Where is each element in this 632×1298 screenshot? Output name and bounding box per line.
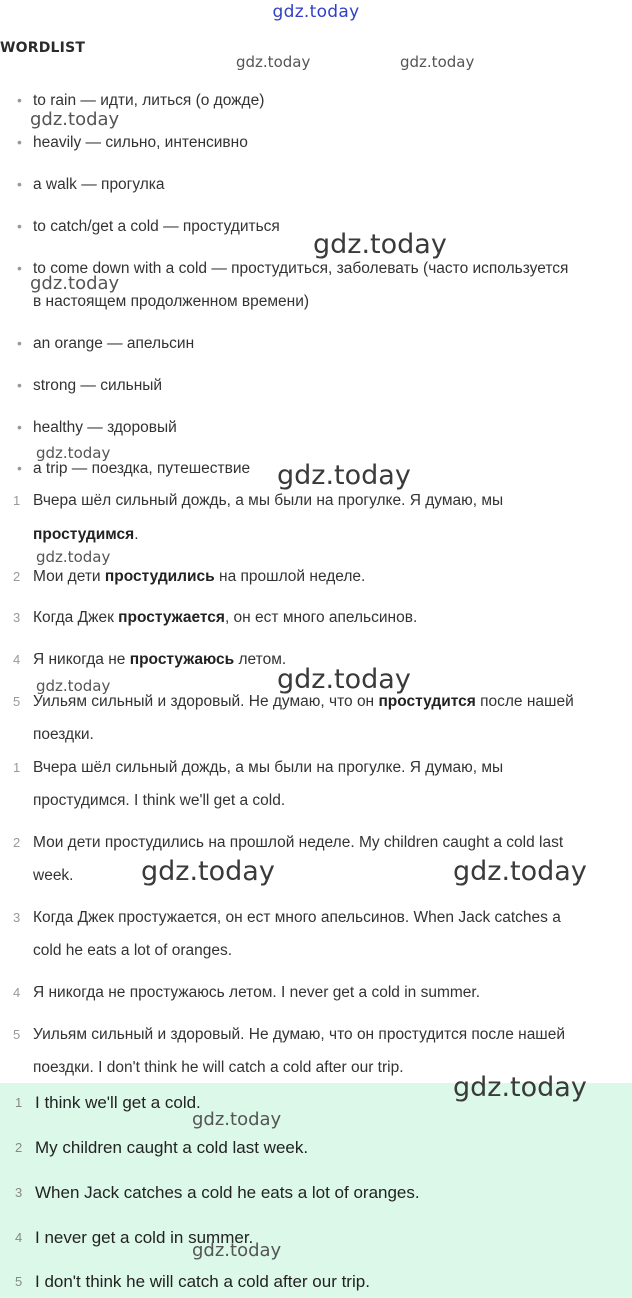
list-item (17, 327, 628, 360)
sentence-text: Когда Джек (33, 609, 119, 626)
watermark: gdz.today (277, 460, 411, 491)
answers-panel (0, 1083, 632, 1298)
sentence-text: Вчера шёл сильный дождь, а мы были на прогулке. Я думаю, мы (33, 759, 504, 776)
sentence-text: поездки. (33, 726, 94, 743)
bullet-icon: • (17, 176, 22, 192)
item-number: 5 (13, 694, 21, 709)
watermark: gdz.today (141, 856, 275, 887)
bold-verb: простужаюсь (129, 651, 235, 668)
bold-verb: простудились (104, 568, 215, 585)
watermark: gdz.today (36, 548, 111, 566)
sentence-text: cold he eats a lot of oranges. (33, 942, 233, 959)
answer-text: My children caught a cold last week. (35, 1138, 309, 1157)
sentence-item (13, 826, 628, 859)
item-number: 3 (15, 1185, 23, 1200)
bullet-icon: • (17, 335, 22, 351)
sentence-text: Когда Джек простужается, он ест много апельсинов. When Jack catches a (33, 909, 561, 926)
sentence-text: Уильям сильный и здоровый. Не думаю, что он простудится после нашей (33, 1026, 566, 1043)
item-number: 2 (15, 1140, 23, 1155)
list-item-text: strong — сильный (33, 377, 163, 394)
sentence-item (13, 901, 628, 934)
list-item-text: an orange — апельсин (33, 335, 195, 352)
watermark: gdz.today (453, 856, 587, 887)
item-number: 2 (13, 569, 21, 584)
list-item-text: в настоящем продолженном времени) (33, 293, 310, 310)
watermark: gdz.today (192, 1240, 282, 1261)
watermark: gdz.today (30, 109, 120, 130)
sentence-text: Я никогда не простужаюсь летом. I never get a cold in summer. (33, 984, 481, 1001)
sentence-item-continued (33, 934, 628, 967)
sentence-text: летом. (234, 651, 287, 668)
item-number: 3 (13, 610, 21, 625)
answer-item (15, 1138, 309, 1158)
item-number: 4 (13, 652, 21, 667)
sentence-item (13, 1018, 628, 1051)
watermark: gdz.today (236, 53, 311, 71)
sentence-text: поездки. I don't think he will catch a cold after our trip. (33, 1059, 404, 1076)
sentence-text: Я никогда не (33, 651, 130, 668)
answer-text: I think we'll get a cold. (35, 1093, 201, 1112)
sentence-text: week. (33, 867, 74, 884)
list-item-text: to rain — идти, литься (о дожде) (33, 92, 265, 109)
answer-item (15, 1093, 201, 1113)
item-number: 5 (13, 1027, 21, 1042)
list-item-continued (33, 285, 628, 318)
bullet-icon: • (17, 134, 22, 150)
answer-item (15, 1272, 370, 1292)
sentence-text: , он ест много апельсинов. (224, 609, 418, 626)
sentence-item (13, 976, 628, 1009)
sentence-text: Мои дети (33, 568, 105, 585)
sentence-text: на прошлой неделе. (214, 568, 366, 585)
bullet-icon: • (17, 419, 22, 435)
watermark: gdz.today (313, 229, 447, 260)
watermark: gdz.today (277, 664, 411, 695)
watermark: gdz.today (400, 53, 475, 71)
bold-verb: простудится (378, 693, 476, 710)
sentence-text: после нашей (475, 693, 574, 710)
list-item-text: heavily — сильно, интенсивно (33, 134, 248, 151)
bold-verb: простудимся (33, 526, 135, 543)
sentence-item (13, 560, 628, 593)
item-number: 3 (13, 910, 21, 925)
wordlist-heading: WORDLIST (0, 40, 86, 56)
list-item (17, 126, 628, 159)
site-logo[interactable]: gdz.today (272, 2, 360, 22)
watermark: gdz.today (30, 273, 120, 294)
sentence-text: простудимся. I think we'll get a cold. (33, 792, 286, 809)
sentence-text: . (134, 526, 139, 543)
bullet-icon: • (17, 218, 22, 234)
list-item-text: a trip — поездка, путешествие (33, 460, 251, 477)
item-number: 1 (13, 760, 21, 775)
sentence-item (13, 601, 628, 634)
sentence-item-continued (33, 784, 628, 817)
list-item (17, 369, 628, 402)
answer-text: I never get a cold in summer. (35, 1228, 254, 1247)
watermark: gdz.today (36, 444, 111, 462)
bullet-icon: • (17, 260, 22, 276)
answer-text: When Jack catches a cold he eats a lot of oranges. (35, 1183, 420, 1202)
item-number: 4 (15, 1230, 23, 1245)
bullet-icon: • (17, 460, 22, 476)
list-item (17, 168, 628, 201)
list-item-text: healthy — здоровый (33, 419, 177, 436)
bullet-icon: • (17, 92, 22, 108)
sentence-item-continued (33, 718, 628, 751)
list-item (17, 84, 628, 117)
sentence-text: Уильям сильный и здоровый. Не думаю, что он (33, 693, 379, 710)
item-number: 4 (13, 985, 21, 1000)
item-number: 1 (13, 493, 21, 508)
list-item-text: to catch/get a cold — простудиться (33, 218, 280, 235)
item-number: 2 (13, 835, 21, 850)
sentence-item-continued (33, 518, 628, 551)
sentence-text: Вчера шёл сильный дождь, а мы были на прогулке. Я думаю, мы (33, 492, 504, 509)
watermark: gdz.today (453, 1072, 587, 1103)
list-item-text: to come down with a cold — простудиться, заболевать (часто используется (33, 260, 569, 277)
bullet-icon: • (17, 377, 22, 393)
sentence-item (13, 751, 628, 784)
watermark: gdz.today (36, 677, 111, 695)
sentence-text: Мои дети простудились на прошлой неделе. My children caught a cold last (33, 834, 564, 851)
list-item (17, 411, 628, 444)
item-number: 1 (15, 1095, 23, 1110)
answer-text: I don't think he will catch a cold after our trip. (35, 1272, 370, 1291)
bold-verb: простужается (118, 609, 225, 626)
item-number: 5 (15, 1274, 23, 1289)
watermark: gdz.today (192, 1109, 282, 1130)
answer-item (15, 1183, 420, 1203)
list-item-text: a walk — прогулка (33, 176, 165, 193)
